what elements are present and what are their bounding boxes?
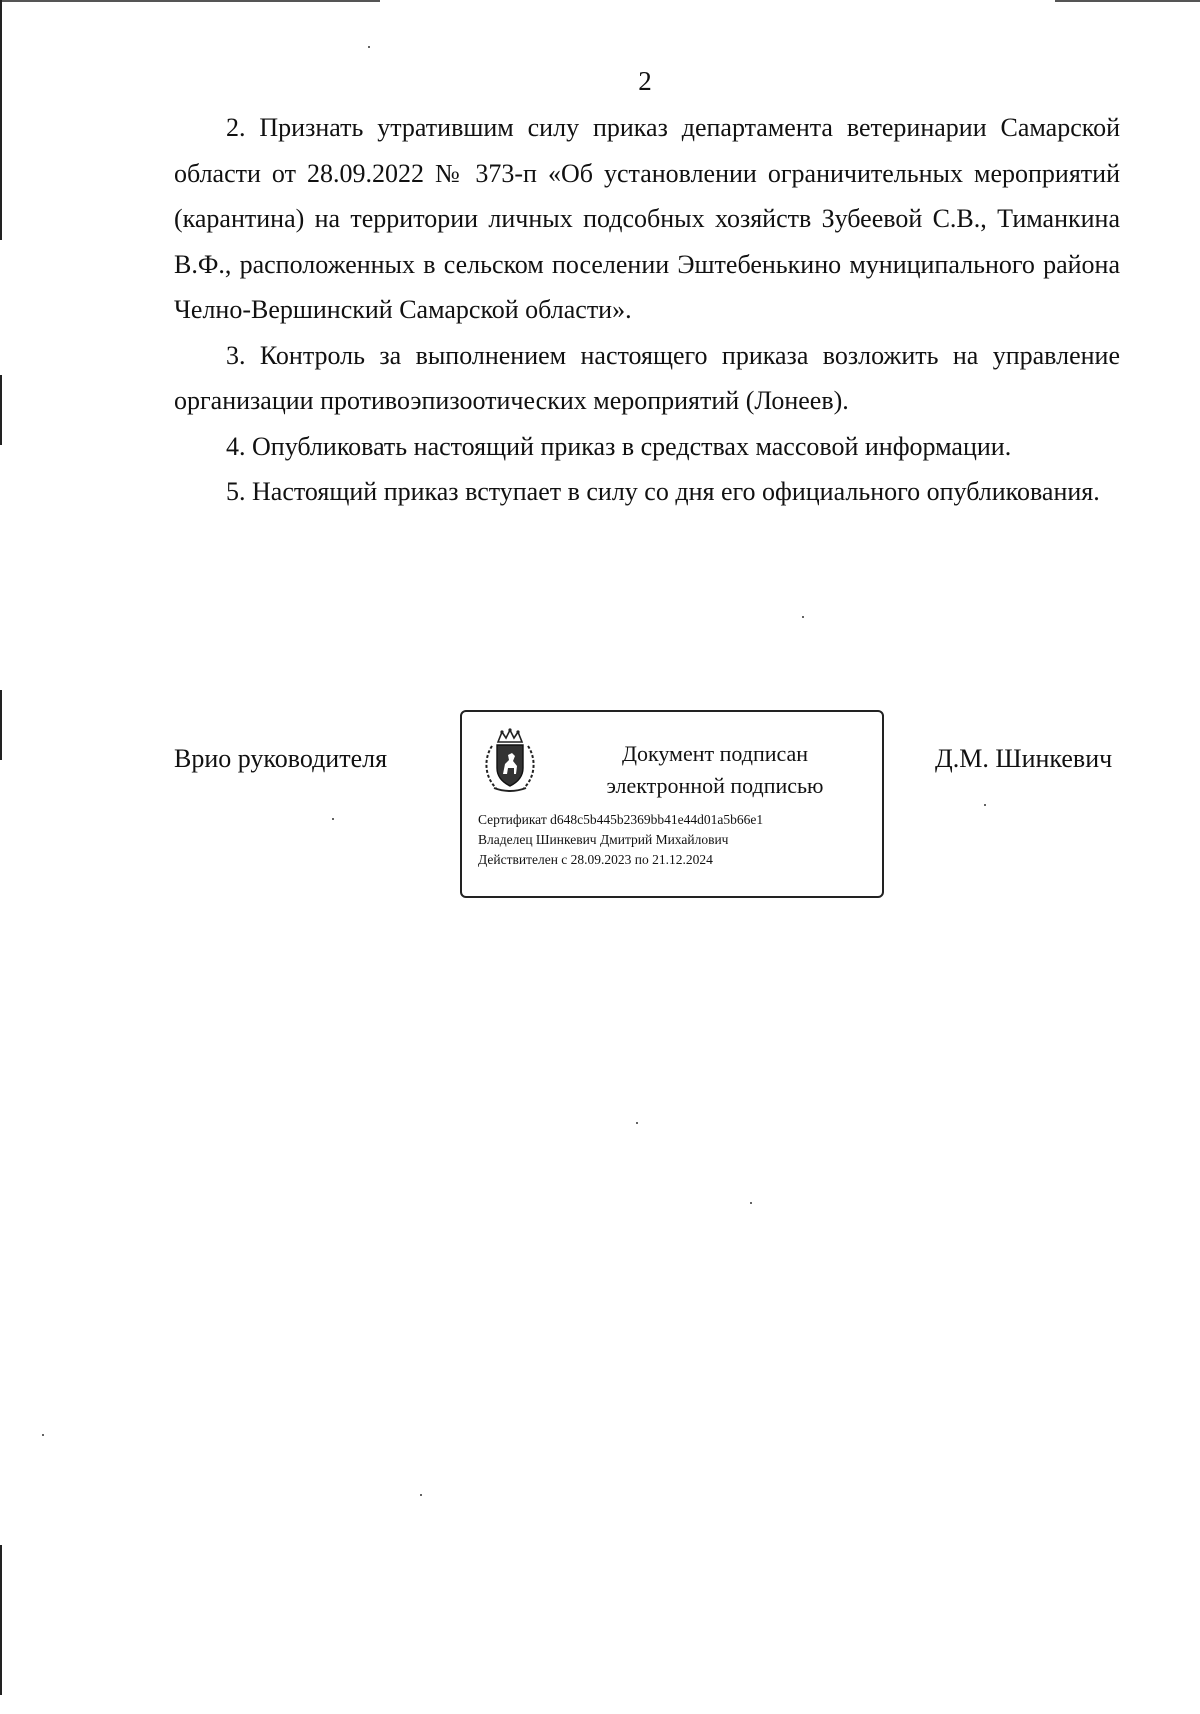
stamp-title	[570, 738, 860, 802]
signatory-name: Д.М. Шинкевич	[935, 744, 1113, 773]
order-paragraph-3: 3. Контроль за выполнением настоящего приказа возложить на управление организации противоэпизоотических мероприятий (Лонеев).	[174, 340, 1120, 415]
scan-speck	[368, 46, 370, 48]
scan-edge-top-right	[1055, 0, 1200, 2]
scan-speck	[420, 1494, 422, 1496]
order-paragraph-4: 4. Опубликовать настоящий приказ в средствах массовой информации.	[226, 431, 1012, 461]
stamp-certificate: Сертификат d648c5b445b2369bb41e44d01a5b66e1	[478, 812, 764, 827]
stamp-title-line-2: электронной подписью	[606, 773, 824, 798]
scan-edge-left	[0, 375, 2, 445]
scan-edge-left	[0, 1545, 2, 1695]
scan-speck	[802, 616, 804, 618]
scan-speck	[636, 1122, 638, 1124]
page-number: 2	[638, 66, 652, 96]
scan-edge-left	[0, 0, 2, 240]
signature-block	[0, 710, 1200, 910]
coat-of-arms-icon	[482, 728, 538, 794]
electronic-signature-stamp	[460, 710, 884, 898]
order-paragraph-5: 5. Настоящий приказ вступает в силу со дня его официального опубликования.	[226, 477, 1100, 506]
scan-speck	[42, 1434, 44, 1436]
order-body	[174, 105, 1120, 515]
stamp-owner: Владелец Шинкевич Дмитрий Михайлович	[478, 832, 729, 847]
stamp-title-line-1: Документ подписан	[621, 741, 809, 766]
scan-edge-top-left	[0, 0, 380, 2]
scan-speck	[750, 1202, 752, 1204]
stamp-validity: Действителен с 28.09.2023 по 21.12.2024	[478, 852, 713, 867]
order-paragraph-2: 2. Признать утратившим силу приказ департамента ветеринарии Самарской области от 28.09.2022 № 373-п «Об установлении ограничительных мероприятий (карантина) на территории личных подсобных хозяйств Зубеевой С.В., Тиманкина В.Ф., расположенных в сельском поселении Эштебенькино муниципального района Челно-Вершинский Самарской области».	[174, 113, 1120, 324]
stamp-details	[478, 810, 878, 870]
signatory-position: Врио руководителя	[174, 744, 388, 773]
